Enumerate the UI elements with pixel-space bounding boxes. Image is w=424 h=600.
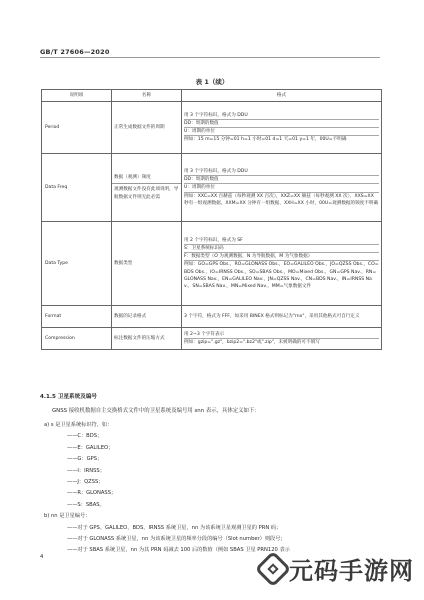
intro-paragraph: GNSS 接收机数据自主交换格式文件中的卫星系统及编号用 snn 表示，具体定义如下： xyxy=(52,408,260,414)
row-format xyxy=(182,222,382,306)
table-row xyxy=(42,154,382,222)
format-line: U：周期的单位 xyxy=(184,128,379,136)
header-rule xyxy=(40,57,380,58)
format-line: 3 个字符，格式为 FFF，如采用 BINEX 格式则标记为"rnx"，采用其他格式可自行定义 xyxy=(184,313,360,319)
table-row xyxy=(42,222,382,306)
list-item: ——I：IRNSS； xyxy=(67,467,105,474)
definition-list xyxy=(40,420,290,557)
column-header-item: 说明项 xyxy=(42,90,112,102)
list-item: ——G：GPS； xyxy=(67,456,103,463)
format-line: U：周期的单位 xyxy=(184,184,379,192)
list-item: ——C：BDS； xyxy=(67,433,103,440)
row-format xyxy=(182,154,382,222)
row-format xyxy=(182,102,382,154)
standard-code: GB/T 27606—2020 xyxy=(40,48,110,56)
table-caption: 表 1（续） xyxy=(195,78,229,86)
list-item: ——对于 GPS、GALILEO、BDS、IRNSS 系统卫星，nn 为该系统卫星观测卫星的 PRN 码； xyxy=(67,524,282,531)
format-line: 用 2 个字符标识，格式为 SF xyxy=(184,237,379,245)
table-row xyxy=(42,328,382,350)
row-item: Period xyxy=(42,102,112,154)
list-item: a) s 是卫星系统标识符，如： xyxy=(44,422,113,428)
row-name: 标注数据文件的压缩方式 xyxy=(112,328,182,350)
list-item: ——对于 SBAS 系统卫星，nn 为其 PRN 码减去 100 后的数值（例如 SBAS 卫星 PRN120 表示 xyxy=(67,547,290,554)
row-name: 数据的记录格式 xyxy=(112,306,182,328)
list-item: ——S：SBAS。 xyxy=(67,501,105,508)
row-format xyxy=(182,306,382,328)
watermark-logo-icon xyxy=(255,550,292,587)
section-heading: 4.1.5 卫星系统及编号 xyxy=(40,394,98,400)
row-name xyxy=(112,154,182,222)
format-line: F：数据类型（O 为观测数据，N 为导航数据，M 为气象数据） xyxy=(184,253,379,261)
column-header-name: 名称 xyxy=(112,90,182,102)
column-header-format: 格式 xyxy=(182,90,382,102)
table-row xyxy=(42,102,382,154)
format-line: DD：周期的数值 xyxy=(184,120,379,128)
format-line: 用 3 个字符标识，格式为 DDU xyxy=(184,112,379,120)
row-name: 正常生成数据文件的周期 xyxy=(112,102,182,154)
row-item: Data Freq xyxy=(42,154,112,222)
list-item: b) nn 是卫星编号： xyxy=(44,513,91,520)
row-item: Data Type xyxy=(42,222,112,306)
format-line: 用 3 个字符标识，格式为 DDU xyxy=(184,168,379,176)
page-header xyxy=(40,48,110,56)
list-item: ——E：GALILEO； xyxy=(67,444,114,451)
watermark xyxy=(260,551,414,586)
format-line: 用 2~3 个字符表示 xyxy=(184,331,379,339)
list-item: ——R：GLONASS； xyxy=(67,490,117,497)
format-line: 例如：gzip=".gz"，bzip2=".bz2"或".zip"，未被明确的可不填写 xyxy=(184,340,320,345)
watermark-text: 元码手游网 xyxy=(289,557,414,585)
spec-table xyxy=(41,89,382,350)
row-name-part: 数据（观测）频度 xyxy=(112,172,181,184)
format-line: 例如：XXC=XX 百赫兹（每秒观测 XX 百次），XXZ=XX 赫兹（每秒观测 XX 次），XXS=XX 秒有一组观测数据，XXM=XX 分钟有一组数据，XXH=XX 小时，00U=观测数据的频度不明确 xyxy=(184,193,379,206)
format-line: 例如：GO=GPS Obs.，RO=GLONASS Obs.，EO=GALILEO Obs.，JO=QZSS Obs.，CO=BDS Obs.，IO=IRNSS Obs.，SO=SBAS Obs.，MO=Mixed Obs.，GN=GPS Nav.，RN=GLONASS Nav.，EN=GALILEO Nav.，JN=QZSS Nav.，CN=BDS Nav.，IN=IRNSS Nav.，SN=SBAS Nav.，MN=Mixed Nav.，MM=气象数据文件 xyxy=(184,262,379,289)
row-item: Compression xyxy=(42,328,112,350)
row-name: 数据类型 xyxy=(112,222,182,306)
list-item: ——对于 GLONASS 系统卫星，nn 为该系统卫星的频率分段的编号（Slot number）则段号； xyxy=(67,536,286,543)
list-item: ——J：QZSS； xyxy=(67,479,104,486)
row-name-part: 观测数据文件没有此项说明，导航数据文件则无此必需 xyxy=(114,187,179,200)
row-item: Format xyxy=(42,306,112,328)
row-format xyxy=(182,328,382,350)
table-row xyxy=(42,306,382,328)
page-number: 4 xyxy=(40,554,44,560)
format-line: DD：周期的数值 xyxy=(184,176,379,184)
table-header-row xyxy=(42,90,382,102)
format-line: 例如：15 m=15 分钟=01 h=1 小时=01 d=1 天=01 y=1 年，00U=不明确 xyxy=(184,137,347,143)
format-line: S：卫星系统标识码 xyxy=(184,245,379,253)
